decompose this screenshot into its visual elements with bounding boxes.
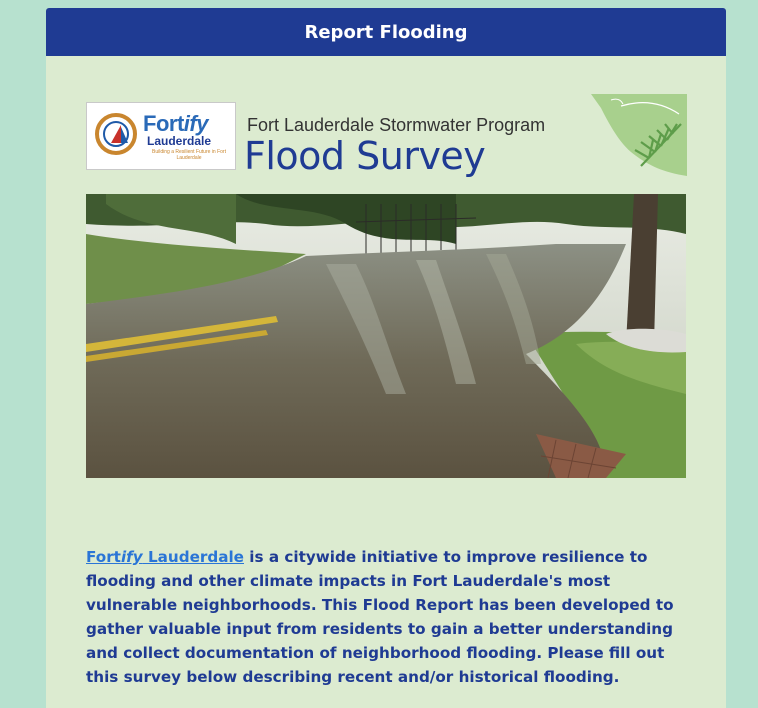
logo-city: Lauderdale: [147, 134, 212, 148]
intro-body: is a citywide initiative to improve resilience to flooding and other climate impacts in Fort Lauderdale's most vulnerable neighborhoods. This Flood Report has been developed to gather valuable input from residents to gain a better understanding and collect documentation of neighborhood flooding. Please fill out this survey below describing recent and/or historical flooding.: [86, 548, 674, 686]
card-header: [46, 8, 726, 56]
city-seal-icon: [95, 113, 137, 155]
fortify-lauderdale-logo: [86, 102, 236, 170]
flooded-street-photo: [86, 194, 686, 478]
header-title: Report Flooding: [304, 21, 468, 43]
page-title: Flood Survey: [244, 134, 486, 178]
intro-paragraph: [86, 545, 691, 689]
fortify-lauderdale-link[interactable]: Fortify Lauderdale: [86, 548, 244, 566]
survey-banner: [86, 96, 686, 178]
program-name: Fort Lauderdale Stormwater Program: [247, 115, 546, 135]
logo-brand: Fortify: [143, 111, 208, 136]
logo-tagline: Building a Resilient Future in Fort Lauderdale: [152, 149, 226, 161]
survey-card: [46, 8, 726, 708]
palm-leaf-icon: [591, 94, 687, 176]
